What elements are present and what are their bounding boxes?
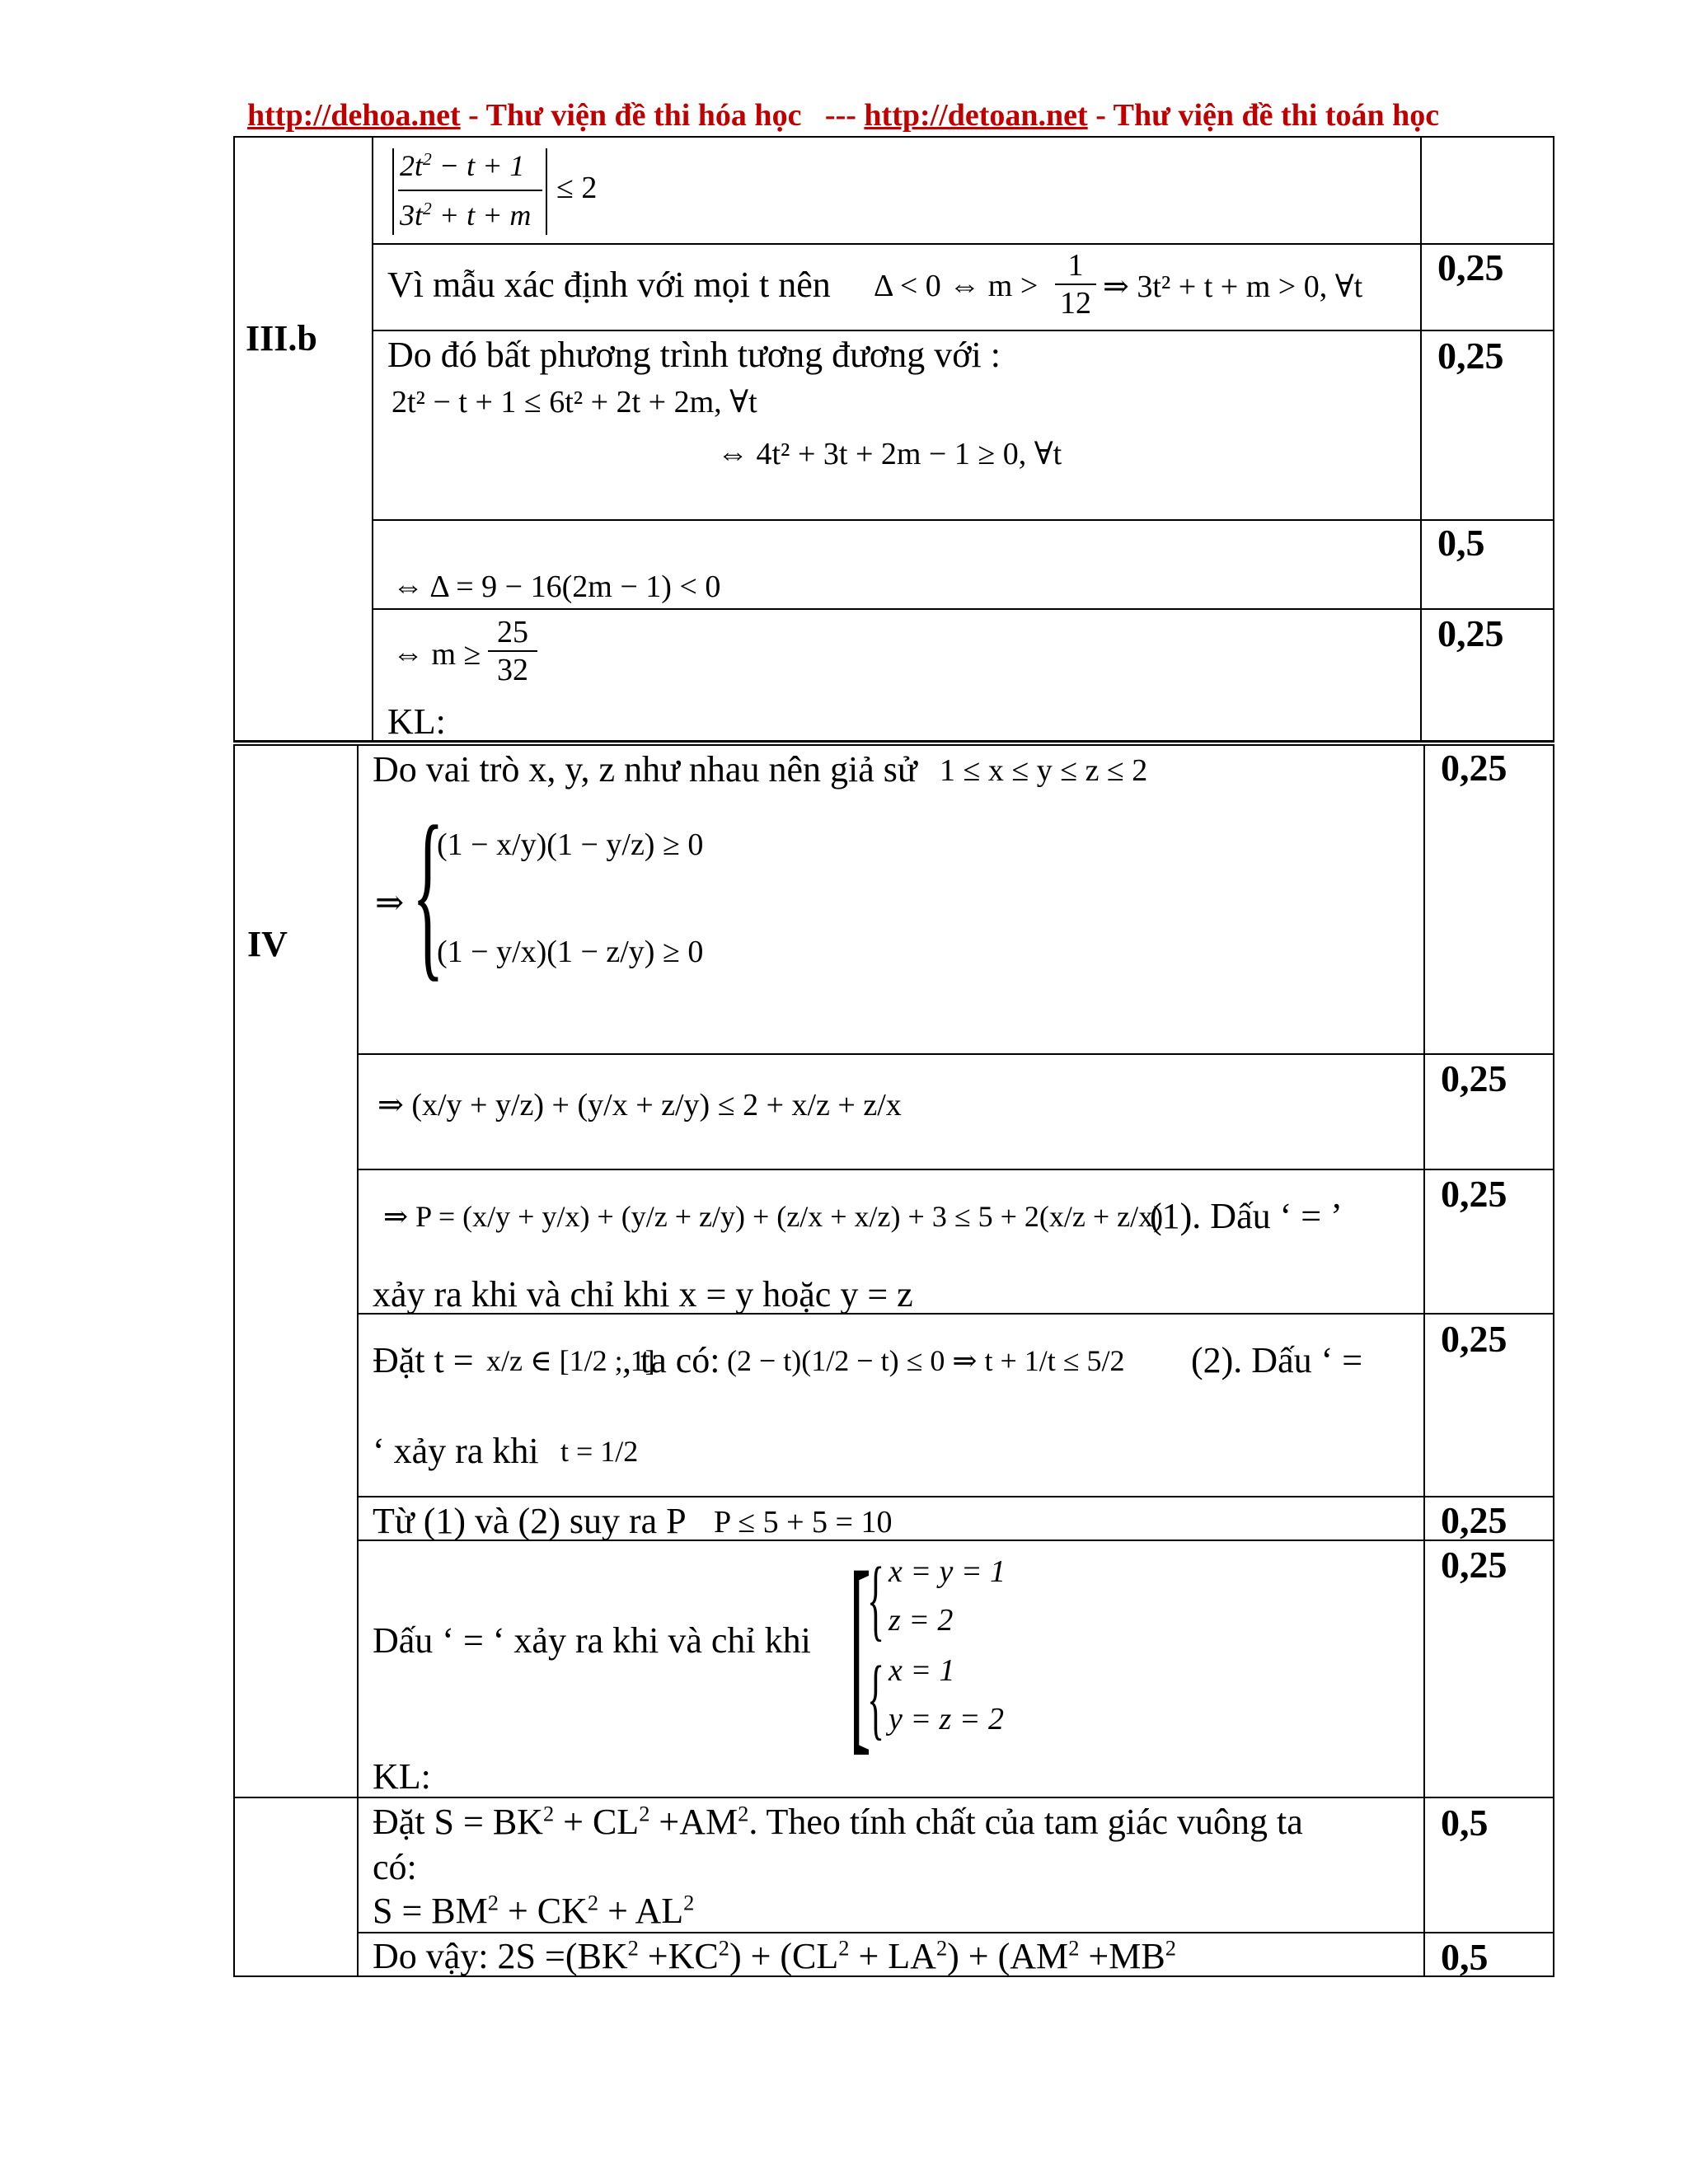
row-III-2-fraction: $\frac{1}{12}$	[1055, 247, 1096, 321]
score-III-5: 0,25	[1437, 612, 1504, 654]
row-IV-3-text-a: (1). Dấu ‘ = ’	[1150, 1196, 1343, 1236]
header-text-2: - Thư viện đề thi toán học	[1087, 98, 1440, 133]
row-IV-6-text: Dấu ‘ = ‘ xảy ra khi và chỉ khi	[373, 1620, 811, 1661]
row-IV-5-math: P ≤ 5 + 5 = 10	[714, 1505, 893, 1540]
score-IV-6: 0,25	[1441, 1544, 1507, 1586]
score-III-2: 0,25	[1437, 246, 1504, 288]
row-III-2-math-a: Δ < 0 ⇔ m >	[874, 269, 1039, 303]
row-III-2-text: Vì mẫu xác định với mọi t nên	[387, 265, 831, 305]
section-label-IV: IV	[247, 924, 288, 964]
row-III-2-math-b: ⇒ 3t² + t + m > 0, ∀t	[1103, 269, 1363, 304]
score-IV-1: 0,25	[1441, 747, 1507, 789]
row-III-5-conclusion: KL:	[387, 701, 446, 742]
page-header	[247, 97, 1517, 134]
row-IV-6-case1b: z = 2	[889, 1603, 954, 1638]
score-V-1: 0,5	[1441, 1802, 1489, 1844]
row-IV-2-math: ⇒ (x/y + y/z) + (y/x + z/y) ≤ 2 + x/z + z/x	[377, 1088, 902, 1122]
row-IV-1-system-eq1: (1 − x/y)(1 − y/z) ≥ 0	[437, 827, 704, 862]
row-V-1-text-c: $S = BM^2 + CK^2 + AL^2$	[373, 1890, 695, 1931]
row-IV-1-text: Do vai trò x, y, z như nhau nên giả sử	[373, 749, 917, 790]
row-IV-4-math-c: t = 1/2	[560, 1435, 639, 1468]
row-III-4-math: ⇔ Δ = 9 − 16(2m − 1) < 0	[392, 569, 721, 604]
row-V-2-text: Do vậy: $2S =(BK^2 +KC^2) + (CL^2 + LA^2) + (AM^2 +MB^2$	[373, 1935, 1176, 1976]
row-IV-3-math: ⇒ P = (x/y + y/x) + (y/z + z/y) + (z/x + x/z) + 3 ≤ 5 + 2(x/z + z/x)	[383, 1200, 1164, 1233]
row-III-5-math: ⇔ m ≥	[392, 637, 481, 672]
row-IV-3-text-b: xảy ra khi và chỉ khi x = y hoặc y = z	[373, 1274, 913, 1315]
row-IV-6-case1a: x = y = 1	[889, 1554, 1006, 1589]
score-III-3: 0,25	[1437, 335, 1504, 377]
row-IV-6-case2a: x = 1	[889, 1653, 955, 1688]
score-IV-3: 0,25	[1441, 1173, 1507, 1215]
row-V-1-text-a: Đặt $S = BK^2 + CL^2 +AM^2$. Theo tính chất của tam giác vuông ta	[373, 1801, 1303, 1842]
header-link-detoan[interactable]: http://detoan.net	[864, 98, 1088, 133]
row-IV-1-math: 1 ≤ x ≤ y ≤ z ≤ 2	[940, 753, 1148, 788]
cases-bracket: [	[849, 1527, 871, 1774]
row-III-5-fraction: $\frac{25}{32}$	[488, 614, 537, 688]
score-V-2: 0,5	[1441, 1936, 1489, 1978]
row-IV-4-text-b: , ta có:	[622, 1340, 720, 1380]
header-link-dehoa[interactable]: http://dehoa.net	[247, 98, 461, 133]
row-IV-1-system-eq2: (1 − y/x)(1 − z/y) ≥ 0	[437, 935, 704, 969]
row-IV-4-text-a: Đặt t =	[373, 1340, 474, 1380]
score-IV-4: 0,25	[1441, 1318, 1507, 1360]
row-III-3-math-1: 2t² − t + 1 ≤ 6t² + 2t + 2m, ∀t	[392, 385, 757, 419]
score-IV-2: 0,25	[1441, 1057, 1507, 1099]
row-IV-6-conclusion: KL:	[373, 1756, 431, 1797]
row-III-3-math-2: ⇔ 4t² + 3t + 2m − 1 ≥ 0, ∀t	[717, 437, 1062, 471]
implies-symbol-1: ⇒	[375, 884, 405, 922]
system-brace: {	[412, 787, 444, 997]
score-III-4: 0,5	[1437, 522, 1485, 564]
row-IV-5-text: Từ (1) và (2) suy ra P	[373, 1501, 687, 1541]
row-IV-6-case2b: y = z = 2	[889, 1702, 1004, 1736]
row-V-1-text-b: có:	[373, 1847, 417, 1887]
row-IV-4-text-c: (2). Dấu ‘ =	[1191, 1340, 1363, 1380]
header-text-1: - Thư viện đề thi hóa học ---	[460, 98, 865, 133]
row-IV-4-text-d: ‘ xảy ra khi	[373, 1431, 539, 1471]
case-brace-1: {	[867, 1549, 885, 1649]
row-IV-4-math-b: (2 − t)(1/2 − t) ≤ 0 ⇒ t + 1/t ≤ 5/2	[727, 1344, 1125, 1377]
score-IV-5: 0,25	[1441, 1499, 1507, 1541]
case-brace-2: {	[867, 1647, 885, 1748]
section-label-III-b: III.b	[246, 318, 317, 359]
row-III-3-text: Do đó bất phương trình tương đương với :	[387, 335, 1001, 375]
row-IV-4-math-a: x/z ∈ [1/2 ; 1]	[486, 1344, 655, 1377]
